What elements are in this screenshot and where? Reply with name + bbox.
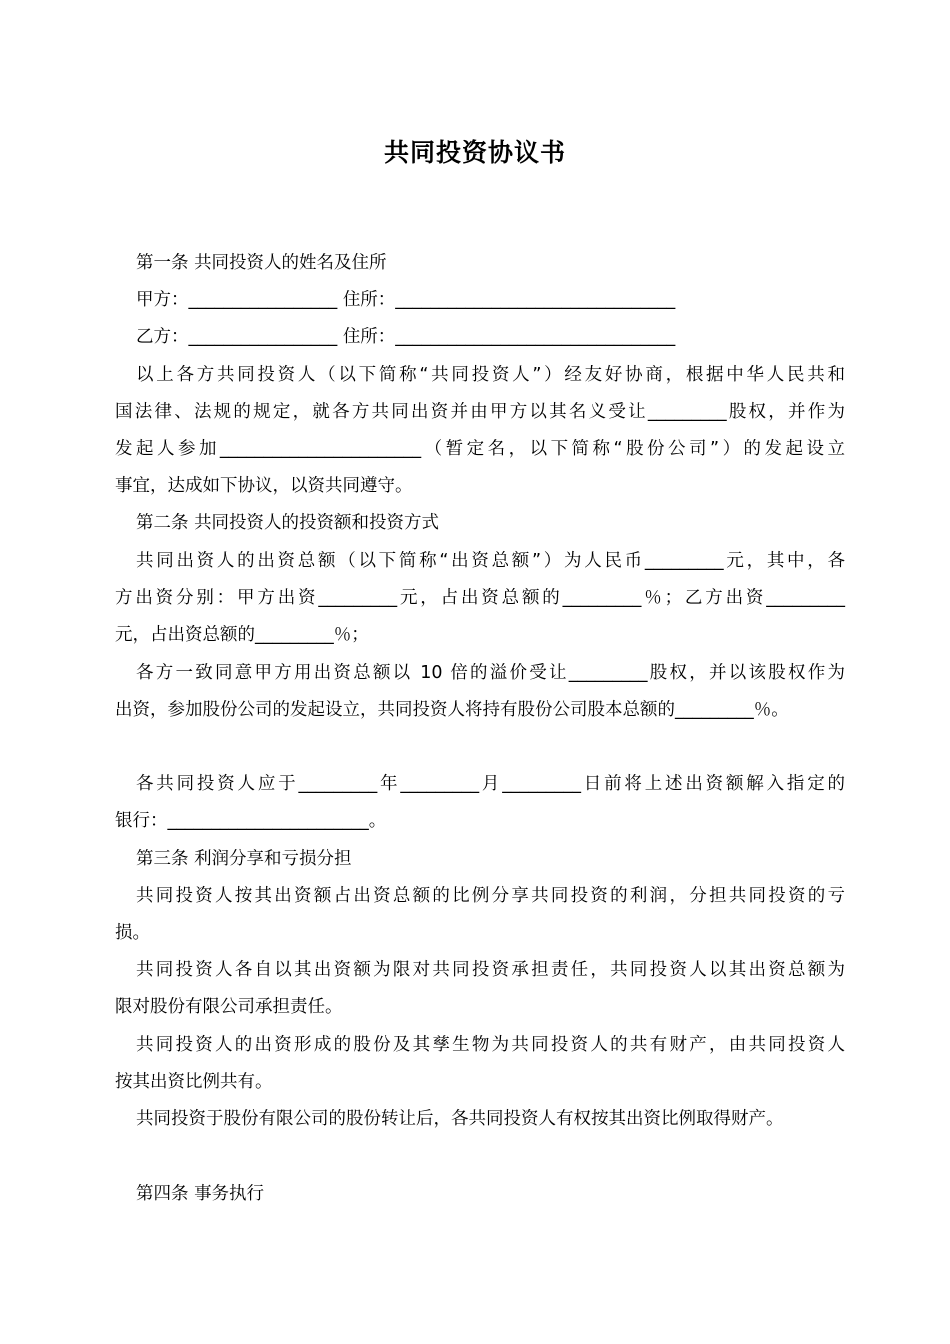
article-2-heading: 第二条 共同投资人的投资额和投资方式	[136, 513, 440, 533]
article-3-heading: 第三条 利润分享和亏损分担	[136, 849, 352, 869]
paragraph-line: 共同投资人按其出资额占出资总额的比例分享共同投资的利润，分担共同投资的亏	[136, 886, 845, 906]
paragraph-line: 损。	[115, 923, 150, 943]
paragraph-line: 按其出资比例共有。	[115, 1072, 273, 1092]
paragraph-line: 各共同投资人应于_________年_________月_________日前将上述出资额解入指定的	[136, 774, 845, 794]
party-b-line: 乙方：_________________ 住所：________________________________	[136, 327, 676, 347]
paragraph-line: 方出资分别：甲方出资_________元，占出资总额的_________％；乙方出资_________	[115, 588, 845, 608]
paragraph-line: 限对股份有限公司承担责任。	[115, 997, 343, 1017]
paragraph-line: 共同出资人的出资总额（以下简称“出资总额”）为人民币_________元，其中，各	[136, 551, 845, 571]
party-a-line: 甲方：_________________ 住所：________________________________	[136, 290, 676, 310]
paragraph-line: 共同投资人的出资形成的股份及其孳生物为共同投资人的共有财产，由共同投资人	[136, 1035, 845, 1055]
paragraph-line: 各方一致同意甲方用出资总额以 10 倍的溢价受让_________股权，并以该股权作为	[136, 663, 845, 683]
paragraph-line: 国法律、法规的规定，就各方共同出资并由甲方以其名义受让_________股权，并作为	[115, 402, 845, 422]
document-title: 共同投资协议书	[383, 138, 566, 167]
paragraph-line: 银行：_______________________。	[115, 811, 387, 831]
article-1-heading: 第一条 共同投资人的姓名及住所	[136, 253, 387, 273]
paragraph-line: 元，占出资总额的_________％；	[115, 625, 369, 645]
paragraph-line: 事宜，达成如下协议，以资共同遵守。	[115, 476, 413, 496]
paragraph-line: 出资，参加股份公司的发起设立，共同投资人将持有股份公司股本总额的_________％。	[115, 700, 789, 720]
paragraph-line: 以上各方共同投资人（以下简称“共同投资人”）经友好协商，根据中华人民共和	[136, 365, 845, 385]
article-4-heading: 第四条 事务执行	[136, 1184, 265, 1204]
paragraph-line: 共同投资人各自以其出资额为限对共同投资承担责任，共同投资人以其出资总额为	[136, 960, 845, 980]
paragraph-line: 发起人参加_______________________（暂定名，以下简称“股份公司”）的发起设立	[115, 439, 845, 459]
paragraph-line: 共同投资于股份有限公司的股份转让后，各共同投资人有权按其出资比例取得财产。	[136, 1109, 784, 1129]
